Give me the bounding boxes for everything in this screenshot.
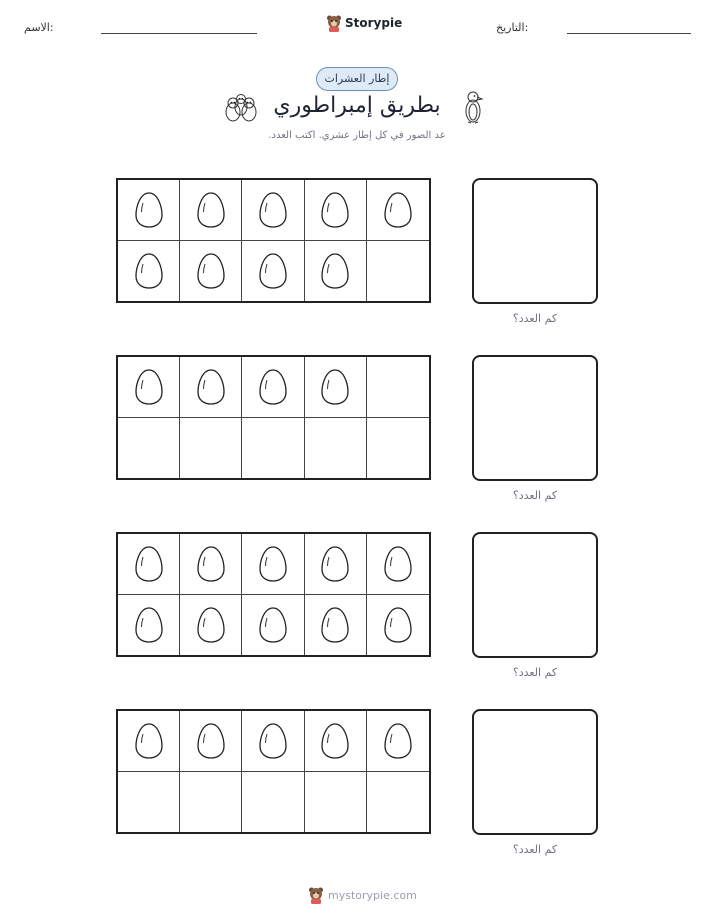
frame-cell	[118, 595, 180, 656]
frame-cell	[118, 357, 180, 418]
egg-icon	[134, 606, 164, 644]
frame-cell	[305, 241, 367, 302]
frame-cell	[242, 357, 304, 418]
frame-cell	[242, 418, 304, 479]
frame-cell	[118, 180, 180, 241]
brand-logo	[326, 13, 402, 33]
frame-cell	[305, 418, 367, 479]
frame-cell	[180, 772, 242, 833]
frame-cell	[242, 711, 304, 772]
frame-cell	[242, 772, 304, 833]
footer	[308, 884, 417, 906]
ten-frame	[116, 532, 431, 657]
ten-frame	[116, 178, 431, 303]
egg-icon	[383, 191, 413, 229]
egg-icon	[196, 606, 226, 644]
page-title: بطريق إمبراطوري	[273, 93, 441, 118]
frame-cell	[367, 180, 429, 241]
frame-cell	[367, 534, 429, 595]
worksheet-badge: إطار العشرات	[316, 67, 398, 91]
answer-box[interactable]	[472, 178, 598, 304]
egg-icon	[196, 191, 226, 229]
bear-mascot-icon	[326, 14, 342, 32]
egg-icon	[320, 606, 350, 644]
frame-cell	[180, 241, 242, 302]
egg-icon	[258, 252, 288, 290]
count-prompt: كم العدد؟	[512, 312, 558, 325]
ten-frame	[116, 355, 431, 480]
frame-cell	[180, 357, 242, 418]
answer-box[interactable]	[472, 709, 598, 835]
egg-icon	[383, 722, 413, 760]
frame-cell	[305, 357, 367, 418]
egg-icon	[320, 722, 350, 760]
count-prompt: كم العدد؟	[512, 666, 558, 679]
egg-icon	[320, 191, 350, 229]
egg-icon	[320, 368, 350, 406]
name-label: الاسم:	[24, 21, 54, 34]
frame-cell	[367, 711, 429, 772]
frame-cell	[180, 711, 242, 772]
footer-url: mystorypie.com	[328, 888, 417, 902]
frame-cell	[367, 772, 429, 833]
instructions: عد الصور في كل إطار عشري. اكتب العدد.	[268, 130, 446, 141]
frame-cell	[180, 180, 242, 241]
count-prompt: كم العدد؟	[512, 843, 558, 856]
frame-cell	[242, 595, 304, 656]
frame-cell	[305, 772, 367, 833]
count-prompt: كم العدد؟	[512, 489, 558, 502]
egg-icon	[320, 545, 350, 583]
frame-cell	[118, 418, 180, 479]
egg-icon	[258, 368, 288, 406]
frame-cell	[118, 241, 180, 302]
frame-cell	[118, 711, 180, 772]
frame-cell	[367, 357, 429, 418]
brand-name: Storypie	[345, 16, 403, 30]
name-line	[101, 33, 257, 34]
answer-box[interactable]	[472, 355, 598, 481]
egg-icon	[383, 545, 413, 583]
frame-cell	[242, 534, 304, 595]
frame-cell	[242, 241, 304, 302]
frame-cell	[305, 595, 367, 656]
egg-icon	[134, 545, 164, 583]
egg-icon	[196, 368, 226, 406]
penguin-icon	[462, 90, 484, 124]
frame-cell	[118, 534, 180, 595]
egg-icon	[383, 606, 413, 644]
frame-cell	[305, 180, 367, 241]
egg-icon	[196, 252, 226, 290]
egg-icon	[134, 252, 164, 290]
frame-cell	[118, 772, 180, 833]
egg-icon	[134, 722, 164, 760]
egg-icon	[258, 191, 288, 229]
answer-box[interactable]	[472, 532, 598, 658]
egg-icon	[258, 545, 288, 583]
frame-cell	[367, 595, 429, 656]
egg-icon	[320, 252, 350, 290]
date-label: التاريخ:	[496, 21, 529, 34]
egg-icon	[134, 191, 164, 229]
egg-icon	[196, 722, 226, 760]
ten-frame	[116, 709, 431, 834]
frame-cell	[305, 534, 367, 595]
frame-cell	[180, 418, 242, 479]
date-line	[567, 33, 691, 34]
egg-icon	[258, 722, 288, 760]
frame-cell	[367, 418, 429, 479]
frame-cell	[180, 534, 242, 595]
egg-icon	[134, 368, 164, 406]
frame-cell	[305, 711, 367, 772]
bear-mascot-icon	[308, 886, 324, 904]
frame-cell	[367, 241, 429, 302]
egg-icon	[196, 545, 226, 583]
egg-icon	[258, 606, 288, 644]
frame-cell	[242, 180, 304, 241]
frame-cell	[180, 595, 242, 656]
penguin-chicks-icon	[224, 93, 258, 123]
